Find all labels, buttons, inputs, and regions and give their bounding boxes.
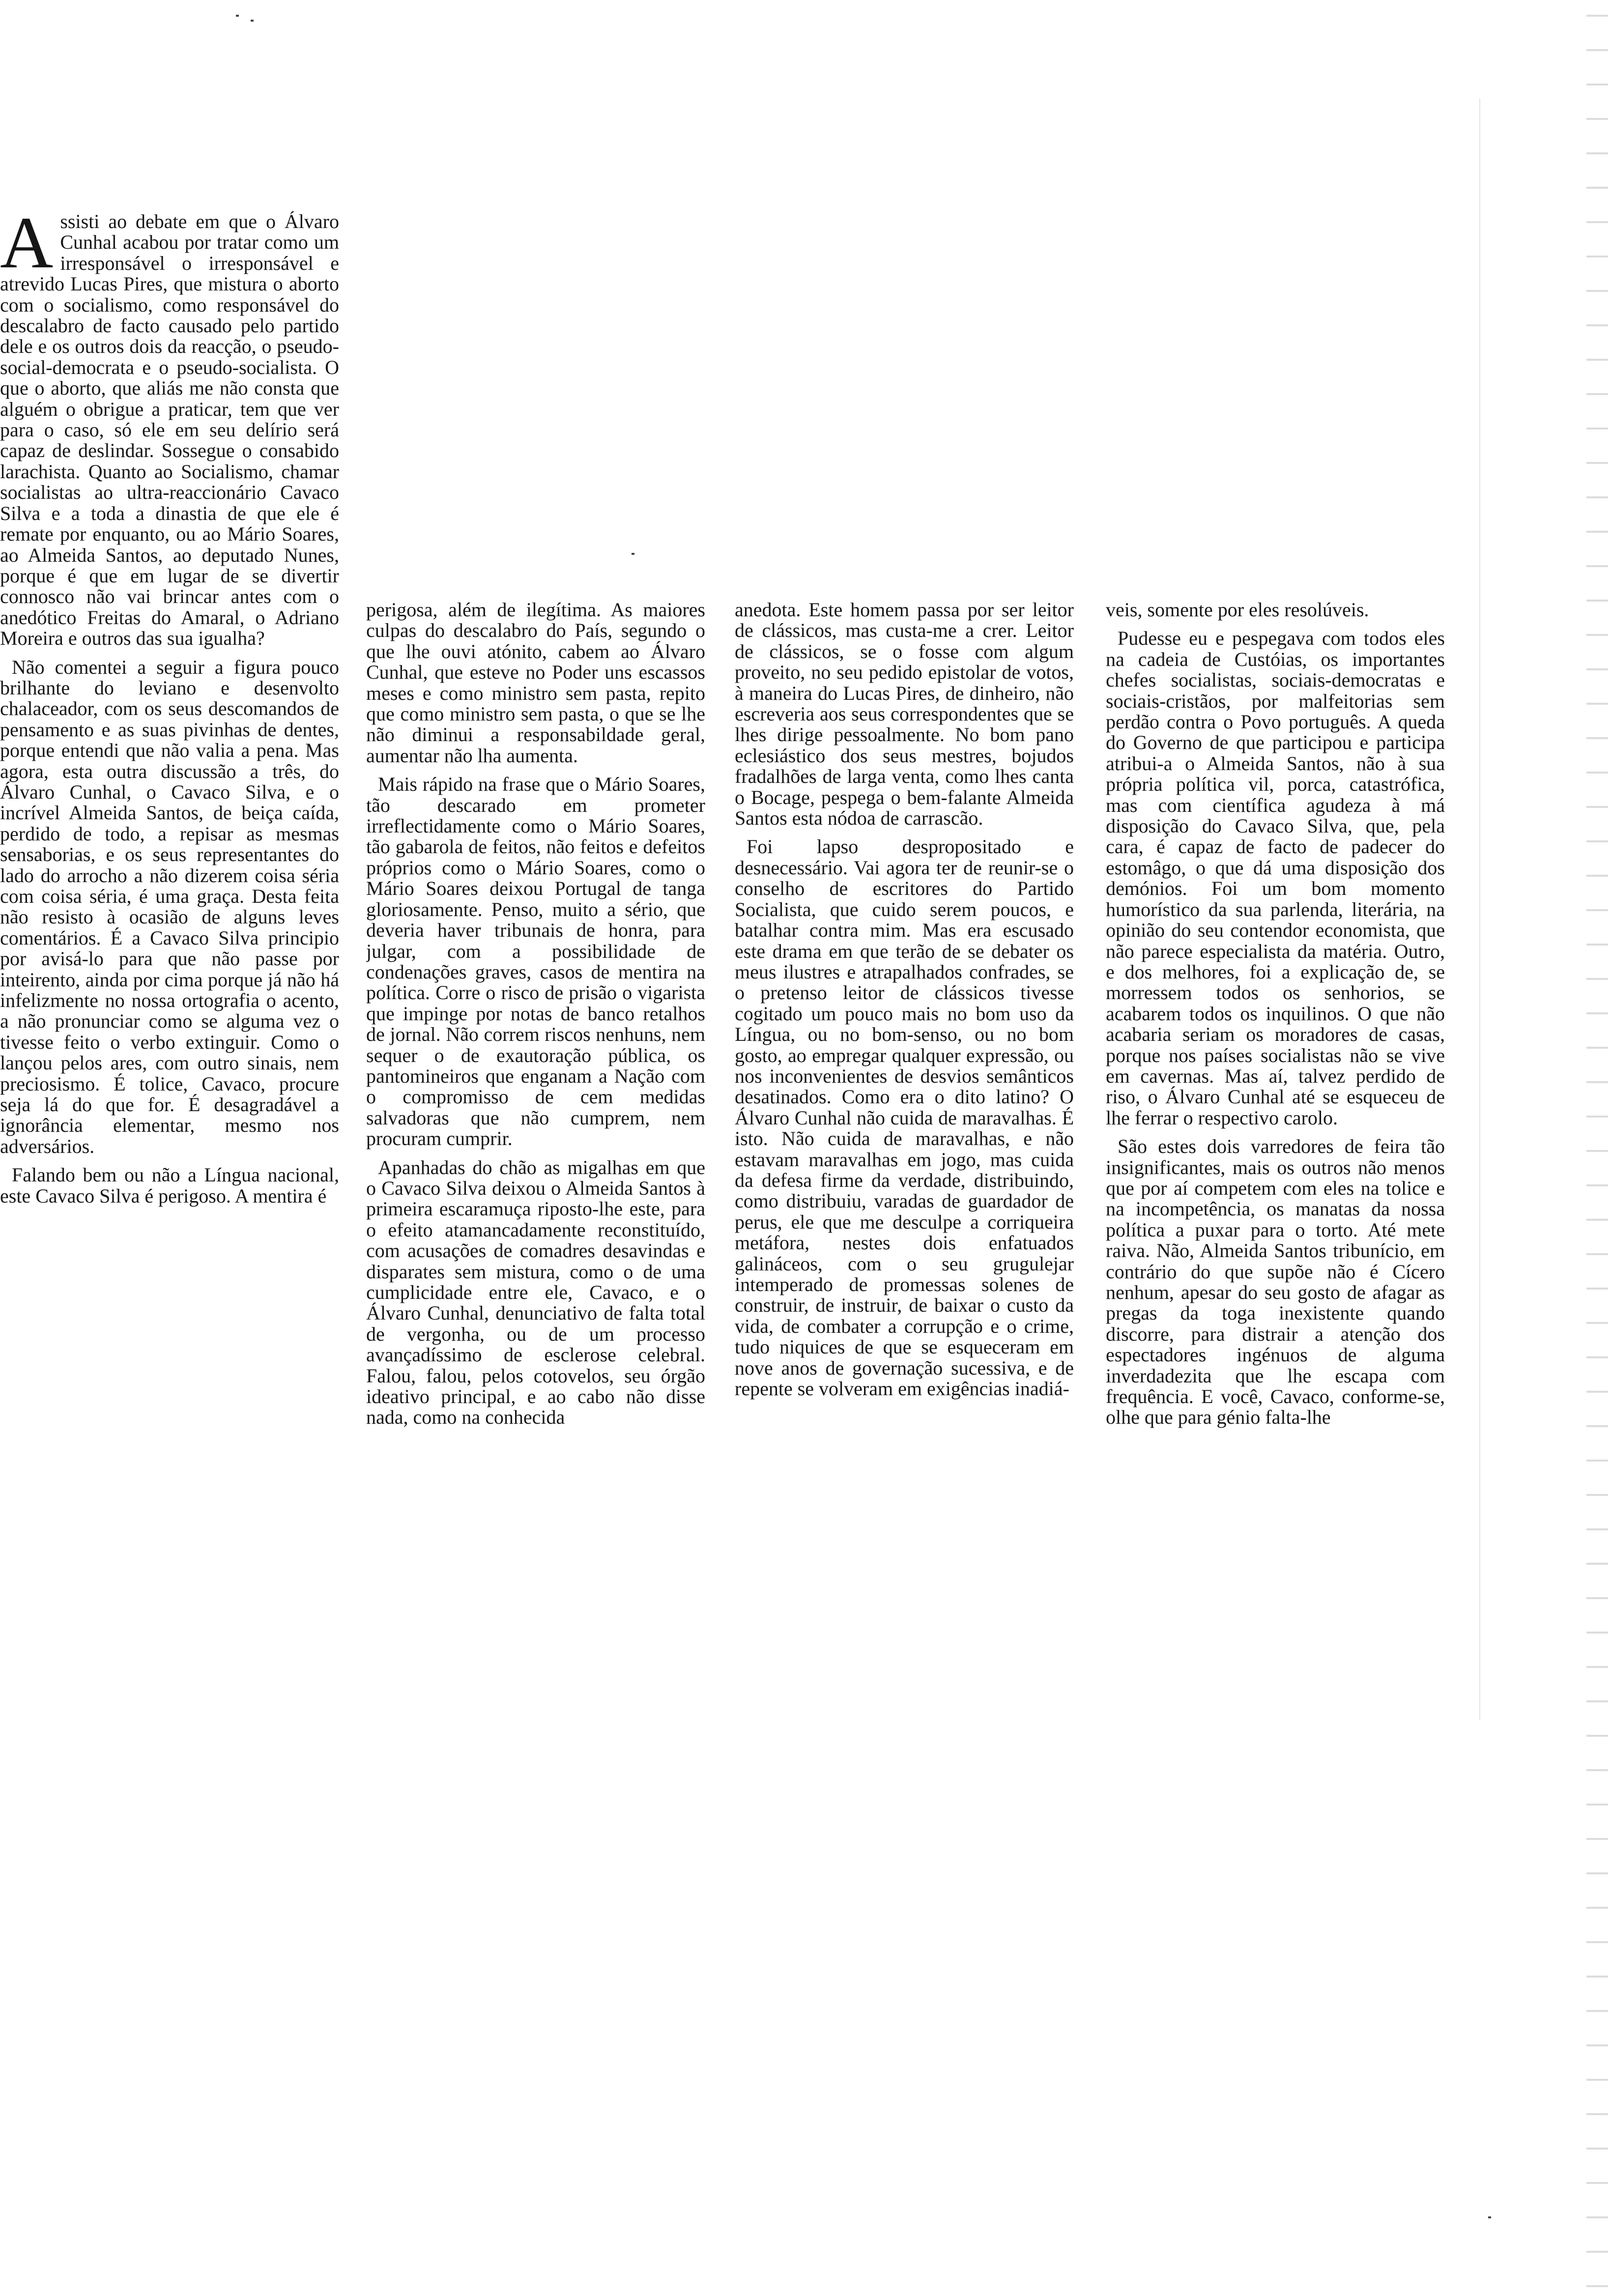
scan-speck <box>1488 2216 1491 2218</box>
article-column-4 <box>1106 600 1445 2025</box>
paragraph: Mais rápido na frase que o Mário Soares, tão descarado em prometer irreflectidamente como o Mário Soares, tão gabarola de feitos, não feitos e defeitos próprios como o Mário Soares, como o Mário Soares deixou Portugal de tanga gloriosamente. Penso, muito a sério, que deveria haver tribunais de honra, para julgar, com a possibilidade de condenações graves, casos de mentira na política. Corre o risco de prisão o vigarista que impinge por notas de banco retalhos de jornal. Não correm riscos nenhuns, nem sequer o de exautoração pública, os pantomineiros que enganam a Nação com o compromisso de cem medidas salvadoras que não cumprem, nem procuram cumprir. <box>366 773 705 1150</box>
paragraph: Falando bem ou não a Língua nacional, este Cavaco Silva é perigoso. A mentira é <box>0 1164 339 1207</box>
paragraph: ssisti ao debate em que o Álvaro Cunhal acabou por tratar como um irresponsável o irresponsável e atrevido Lucas Pires, que mistura o aborto com o socialismo, como responsável do descalabro de facto causado pelo partido dele e os outros dois da reacção, o pseudo-social-democrata e o pseudo-socialista. O que o aborto, que aliás me não consta que alguém o obrigue a praticar, tem que ver para o caso, só ele em seu delírio será capaz de deslindar. Sossegue o consabido larachista. Quanto ao Socialismo, chamar socialistas ao ultra-reaccionário Cavaco Silva e a toda a dinastia de que ele é remate por enquanto, ou ao Mário Soares, ao Almeida Santos, ao deputado Nunes, porque é que em lugar de se divertir connosco não vai brincar antes com o anedótico Freitas do Amaral, o Adriano Moreira e outros das sua igualha? <box>0 211 339 650</box>
paragraph: anedota. Este homem passa por ser leitor de clássicos, mas custa-me a crer. Leitor de clássicos, se o fosse com algum proveito, no seu pedido epistolar de votos, à maneira do Lucas Pires, de dinheiro, não escreveria aos seus correspondentes que se lhes dirige pessoalmente. No bom pano eclesiástico dos seus mestres, bojudos fradalhões de larga venta, como lhes canta o Bocage, pespega o bem-falante Almeida Santos esta nódoa de carrascão. <box>735 600 1074 830</box>
paragraph: Não comentei a seguir a figura pouco brilhante do leviano e desenvolto chalaceador, com os seus descomandos de pensamento e as suas pivinhas de dentes, porque entendi que não valia a pena. Mas agora, esta outra discussão a três, do Álvaro Cunhal, o Cavaco Silva, e o incrível Almeida Santos, de beiça caída, perdido de todo, a repisar as mesmas sensaborias, e os seus representantes do lado do arrocho a não dizerem coisa séria com coisa séria, é uma graça. Desta feita não resisto à ocasião de alguns leves comentários. É a Cavaco Silva principio por avisá-lo para que não passe por inteirento, ainda por cima porque já não há infelizmente no nossa ortografia o acento, a não pronunciar como se alguma vez o tivesse feito o verbo extinguir. Como o lançou pelos ares, com outro sinais, nem preciosismo. É tolice, Cavaco, procure seja lá do que for. É desagradável a ignorância elementar, mesmo nos adversários. <box>0 656 339 1157</box>
paragraph: Apanhadas do chão as migalhas em que o Cavaco Silva deixou o Almeida Santos à primeira escaramuça riposto-lhe este, para o efeito atamancadamente reconstituído, com acusações de comadres desavindas e disparates sem mistura, como o de uma cumplicidade entre ele, Cavaco, e o Álvaro Cunhal, denunciativo de falta total de vergonha, ou de um processo avançadíssimo de esclerose celebral. Falou, falou, pelos cotovelos, seu órgão ideativo principal, e ao cabo não disse nada, como na conhecida <box>366 1156 705 1429</box>
drop-cap: A <box>0 211 54 284</box>
article-column-1 <box>0 211 339 2039</box>
paragraph: Pudesse eu e pespegava com todos eles na cadeia de Custóias, os importantes chefes socialistas, sociais-democratas e sociais-cristãos, por malfeitorias sem perdão contra o Povo português. A queda do Governo de que participou e participa atribui-a o Almeida Santos, não à sua própria política vil, porca, catastrófica, mas com científica agudeza à má disposição do Cavaco Silva, que, pela cara, é capaz de facto de padecer do estomâgo, o que dá uma disposição dos demónios. Foi um bom momento humorístico da sua parlenda, literária, na opinião do seu contendor economista, que não parece especialista da matéria. Outro, e dos melhores, foi a explicação de, se morressem todos os senhorios, se acabarem todos os inquilinos. O que não acabaria seriam os moradores de casas, porque nos países socialistas não se vive em cavernas. Mas aí, talvez perdido de riso, o Álvaro Cunhal até se esqueceu de lhe ferrar o respectivo carolo. <box>1106 627 1445 1129</box>
scan-speck <box>632 553 634 555</box>
paragraph: perigosa, além de ilegítima. As maiores culpas do descalabro do País, segundo o que lhe ouvi atónito, cabem ao Álvaro Cunhal, que esteve no Poder uns escassos meses e como ministro sem pasta, repito que como ministro sem pasta, o que se lhe não diminui a responsabildade geral, aumentar não lha aumenta. <box>366 600 705 767</box>
scan-speck <box>251 20 254 22</box>
paragraph: veis, somente por eles resolúveis. <box>1106 600 1369 621</box>
paragraph: Foi lapso despropositado e desnecessário. Vai agora ter de reunir-se o conselho de escritores do Partido Socialista, que cuido serem poucos, e batalhar contra mim. Mas era escusado este drama em que terão de se debater os meus ilustres e atrapalhados confrades, se o pretenso leitor de clássicos tivesse cogitado um pouco mais no bom uso da Língua, ou no bom-senso, ou no bom gosto, ao empregar qualquer expressão, ou nos inconvenientes de desvios semânticos desatinados. Como era o dito latino? O Álvaro Cunhal não cuida de maravalhas. É isto. Não cuida de maravalhas, e não estavam maravalhas em jogo, mas cuida da defesa firme da verdade, distribuindo, como distribuiu, varadas de guardador de perus, ele que me desculpe a corriqueira metáfora, nestes dois enfatuados galináceos, com o seu grugulejar intemperado de promessas solenes de construir, de instruir, de baixar o custo da vida, de combater a corrupção e o crime, tudo niquices de que se esqueceram em nove anos de governação sucessiva, e de repente se volveram em exigências inadiá- <box>735 835 1074 1400</box>
article-column-3 <box>735 600 1074 2025</box>
scan-speck <box>236 15 239 17</box>
paragraph: São estes dois varredores de feira tão insignificantes, mais os outros não menos que por aí competem com eles na tolice e na incompetência, os manatas da nossa política a puxar para o torto. Até mete raiva. Não, Almeida Santos tribunício, em contrário do que supõe não é Cícero nenhum, apesar do seu gosto de afagar as pregas da toga inexistente quando discorre, para distrair a atenção dos espectadores ingénuos de alguma inverdadezita que lhe escapa com frequência. E você, Cavaco, conforme-se, olhe que para génio falta-lhe <box>1106 1135 1445 1429</box>
article-column-2 <box>366 600 705 2025</box>
scan-fold-line <box>1479 98 1480 1720</box>
scan-edge-artifact <box>1586 0 1608 2296</box>
